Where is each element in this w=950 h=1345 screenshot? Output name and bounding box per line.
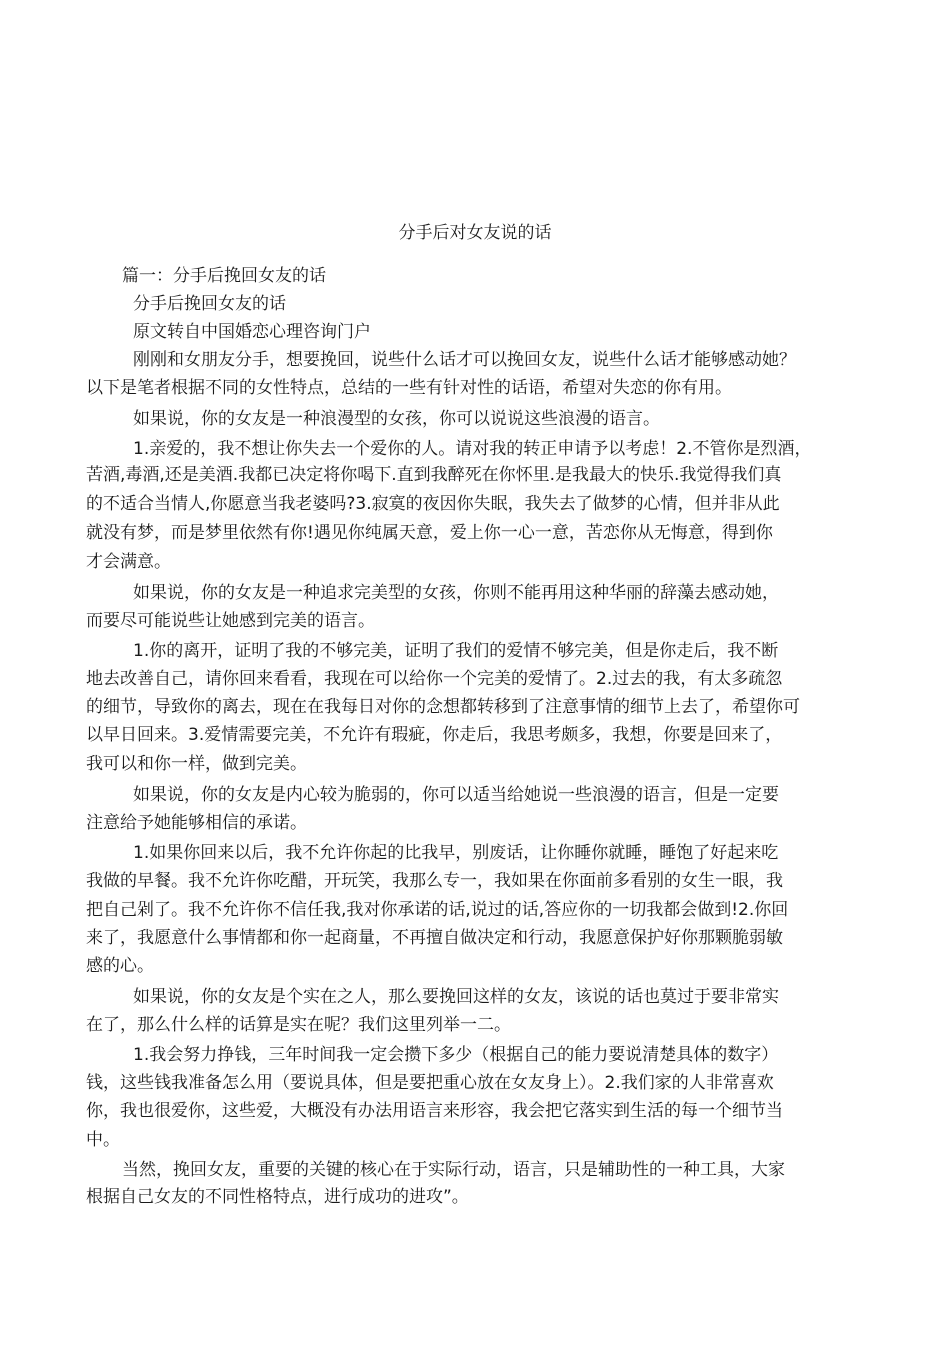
- body-line: 以下是笔者根据不同的女性特点，总结的一些有针对性的话语，希望对失恋的你有用。: [86, 378, 732, 398]
- body-line: 而要尽可能说些让她感到完美的语言。: [86, 611, 375, 631]
- body-line: 如果说，你的女友是一种追求完美型的女孩，你则不能再用这种华丽的辞藻去感动她，: [133, 583, 779, 603]
- body-line: 1.如果你回来以后，我不允许你起的比我早，别废话，让你睡你就睡，睡饱了好起来吃: [133, 843, 779, 863]
- document-title: 分手后对女友说的话: [398, 223, 552, 243]
- body-line: 的细节，导致你的离去，现在在我每日对你的念想都转移到了注意事情的细节上去了，希望你可: [86, 697, 800, 717]
- body-line: 如果说，你的女友是内心较为脆弱的，你可以适当给她说一些浪漫的语言，但是一定要: [133, 785, 779, 805]
- body-line: 如果说，你的女友是个实在之人，那么要挽回这样的女友，该说的话也莫过于要非常实: [133, 987, 779, 1007]
- body-line: 你，我也很爱你，这些爱，大概没有办法用语言来形容，我会把它落实到生活的每一个细节当: [86, 1101, 783, 1121]
- body-line: 就没有梦，而是梦里依然有你!遇见你纯属天意，爱上你一心一意，苦恋你从无悔意，得到你: [86, 523, 773, 543]
- body-line: 苦酒,毒酒,还是美酒.我都已决定将你喝下.直到我醉死在你怀里.是我最大的快乐.我觉得我们真: [86, 465, 782, 485]
- body-line: 刚刚和女朋友分手，想要挽回，说些什么话才可以挽回女友，说些什么话才能够感动她？: [133, 350, 796, 370]
- body-line: 我做的早餐。我不允许你吃醋，开玩笑，我那么专一，我如果在你面前多看别的女生一眼，我: [86, 871, 783, 891]
- body-line: 中。: [86, 1130, 120, 1150]
- body-line: 当然，挽回女友，重要的关键的核心在于实际行动，语言，只是辅助性的一种工具，大家: [122, 1160, 785, 1180]
- body-line: 1.亲爱的，我不想让你失去一个爱你的人。请对我的转正申请予以考虑！2.不管你是烈酒，: [133, 439, 812, 459]
- body-line: 在了，那么什么样的话算是实在呢？我们这里列举一二。: [86, 1015, 511, 1035]
- body-line: 来了，我愿意什么事情都和你一起商量，不再擅自做决定和行动，我愿意保护好你那颗脆弱敏: [86, 928, 783, 948]
- body-line: 才会满意。: [86, 552, 171, 572]
- body-line: 注意给予她能够相信的承诺。: [86, 813, 307, 833]
- body-line: 如果说，你的女友是一种浪漫型的女孩，你可以说说这些浪漫的语言。: [133, 409, 660, 429]
- body-line: 原文转自中国婚恋心理咨询门户: [133, 322, 371, 342]
- body-line: 根据自己女友的不同性格特点，进行成功的进攻”。: [86, 1187, 469, 1207]
- body-line: 1.你的离开，证明了我的不够完美，证明了我们的爱情不够完美，但是你走后，我不断: [133, 641, 779, 661]
- body-line: 地去改善自己，请你回来看看，我现在可以给你一个完美的爱情了。2.过去的我，有太多疏忽: [86, 669, 783, 689]
- body-line: 篇一：分手后挽回女友的话: [122, 266, 326, 286]
- body-line: 的不适合当情人,你愿意当我老婆吗?3.寂寞的夜因你失眠，我失去了做梦的心情，但并非从此: [86, 494, 780, 514]
- body-line: 1.我会努力挣钱，三年时间我一定会攒下多少（根据自己的能力要说清楚具体的数字）: [133, 1045, 779, 1065]
- body-line: 以早日回来。3.爱情需要完美，不允许有瑕疵，你走后，我思考颇多，我想，你要是回来了，: [86, 725, 783, 745]
- body-line: 感的心。: [86, 956, 154, 976]
- body-line: 分手后挽回女友的话: [133, 294, 286, 314]
- body-line: 钱，这些钱我准备怎么用（要说具体，但是要把重心放在女友身上）。2.我们家的人非常喜欢: [86, 1073, 774, 1093]
- body-line: 我可以和你一样，做到完美。: [86, 754, 307, 774]
- body-line: 把自己剁了。我不允许你不信任我,我对你承诺的话,说过的话,答应你的一切我都会做到!2.你回: [86, 900, 789, 920]
